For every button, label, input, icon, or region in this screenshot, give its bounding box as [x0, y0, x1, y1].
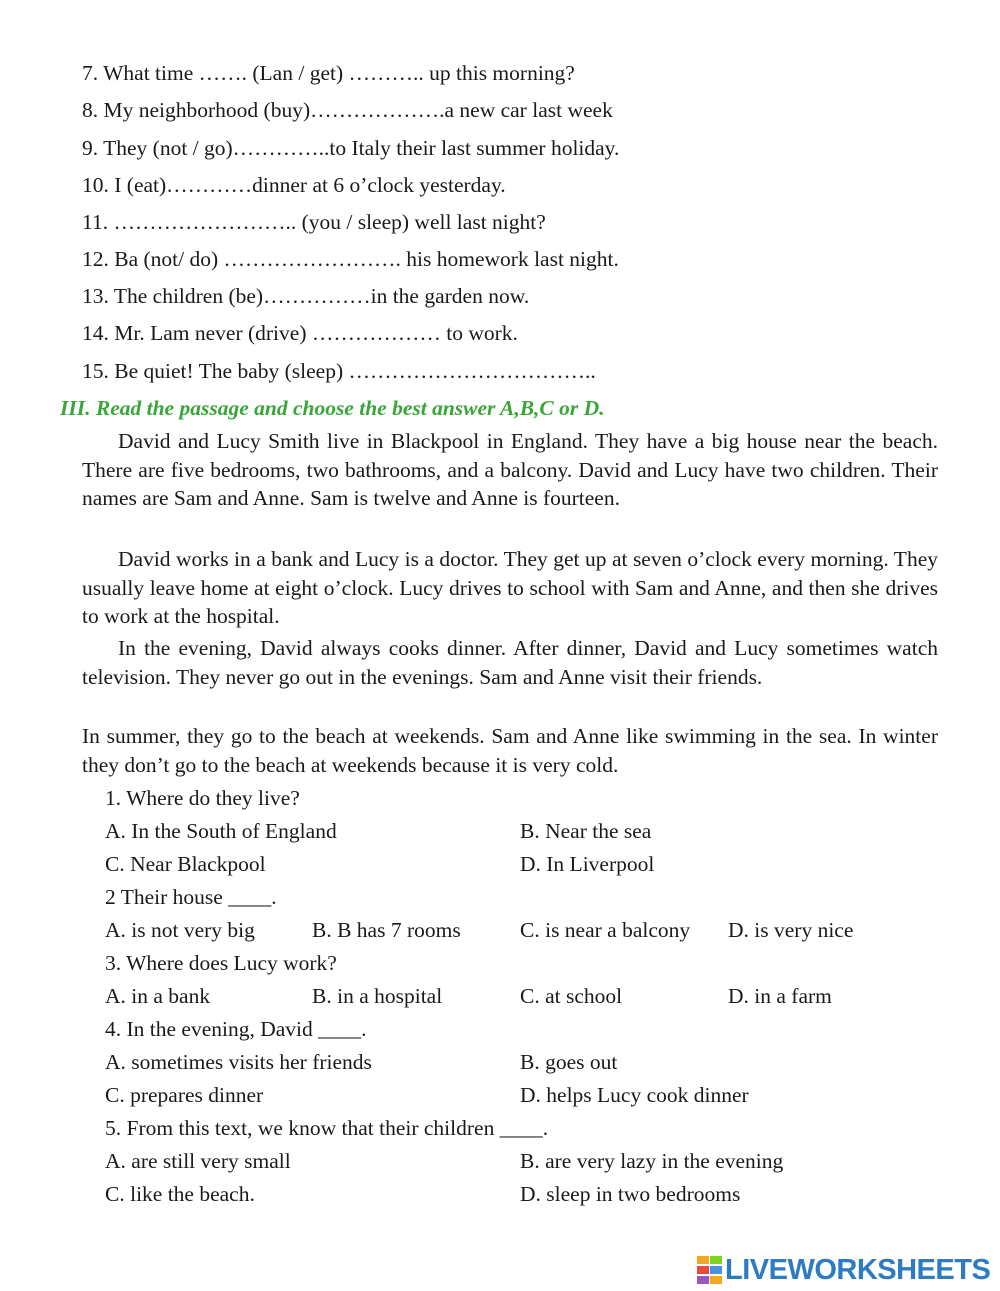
option-4b[interactable]: B. goes out [520, 1050, 618, 1074]
question-2: 2 Their house ____. [105, 885, 277, 909]
question-5: 5. From this text, we know that their children ____. [105, 1116, 549, 1140]
option-5a[interactable]: A. are still very small [105, 1149, 291, 1173]
option-4c[interactable]: C. prepares dinner [105, 1083, 264, 1107]
option-2b[interactable]: B. B has 7 rooms [312, 918, 461, 942]
option-5c[interactable]: C. like the beach. [105, 1182, 255, 1206]
section-title: III. Read the passage and choose the best answer A,B,C or D. [60, 396, 605, 420]
liveworksheets-logo [697, 1252, 990, 1288]
question-4: 4. In the evening, David ____. [105, 1017, 367, 1041]
passage-paragraph: In the evening, David always cooks dinner. After dinner, David and Lucy sometimes watch television. They never go out in the evenings. Sam and Anne visit their friends. [82, 636, 938, 689]
option-1d[interactable]: D. In Liverpool [520, 852, 655, 876]
option-5b[interactable]: B. are very lazy in the evening [520, 1149, 784, 1173]
option-3b[interactable]: B. in a hospital [312, 984, 443, 1008]
option-3a[interactable]: A. in a bank [105, 984, 211, 1008]
option-3c[interactable]: C. at school [520, 984, 623, 1008]
exercise-item-13: 13. The children (be)……………in the garden now. [82, 284, 530, 308]
logo-text: LIVEWORKSHEETS [725, 1253, 991, 1286]
logo-blocks-icon [697, 1256, 723, 1284]
question-1: 1. Where do they live? [105, 786, 300, 810]
option-3d[interactable]: D. in a farm [728, 984, 832, 1008]
exercise-item-11: 11. …………………….. (you / sleep) well last night? [82, 210, 546, 234]
question-3: 3. Where does Lucy work? [105, 951, 337, 975]
exercise-item-15: 15. Be quiet! The baby (sleep) …………………………….. [82, 359, 596, 383]
option-5d[interactable]: D. sleep in two bedrooms [520, 1182, 741, 1206]
option-1c[interactable]: C. Near Blackpool [105, 852, 266, 876]
exercise-item-12: 12. Ba (not/ do) ……………………. his homework last night. [82, 247, 619, 271]
exercise-item-9: 9. They (not / go)…………..to Italy their last summer holiday. [82, 136, 620, 160]
option-1a[interactable]: A. In the South of England [105, 819, 337, 843]
exercise-item-8: 8. My neighborhood (buy)……………….a new car last week [82, 98, 613, 122]
option-2a[interactable]: A. is not very big [105, 918, 255, 942]
option-2c[interactable]: C. is near a balcony [520, 918, 691, 942]
passage-paragraph: In summer, they go to the beach at weekends. Sam and Anne like swimming in the sea. In winter they don’t go to the beach at weekends because it is very cold. [82, 724, 938, 777]
option-4d[interactable]: D. helps Lucy cook dinner [520, 1083, 749, 1107]
option-1b[interactable]: B. Near the sea [520, 819, 652, 843]
passage-paragraph: David and Lucy Smith live in Blackpool in England. They have a big house near the beach. There are five bedrooms, two bathrooms, and a balcony. David and Lucy have two children. Their names are Sam and Anne. Sam is twelve and Anne is fourteen. [82, 429, 938, 510]
exercise-item-7: 7. What time ……. (Lan / get) ……….. up this morning? [82, 61, 575, 85]
exercise-item-10: 10. I (eat)…………dinner at 6 o’clock yesterday. [82, 173, 506, 197]
exercise-item-14: 14. Mr. Lam never (drive) ……………… to work. [82, 321, 518, 345]
option-2d[interactable]: D. is very nice [728, 918, 854, 942]
option-4a[interactable]: A. sometimes visits her friends [105, 1050, 372, 1074]
passage-paragraph: David works in a bank and Lucy is a doctor. They get up at seven o’clock every morning. They usually leave home at eight o’clock. Lucy drives to school with Sam and Anne, and then she drives to work at the hospital. [82, 547, 938, 628]
